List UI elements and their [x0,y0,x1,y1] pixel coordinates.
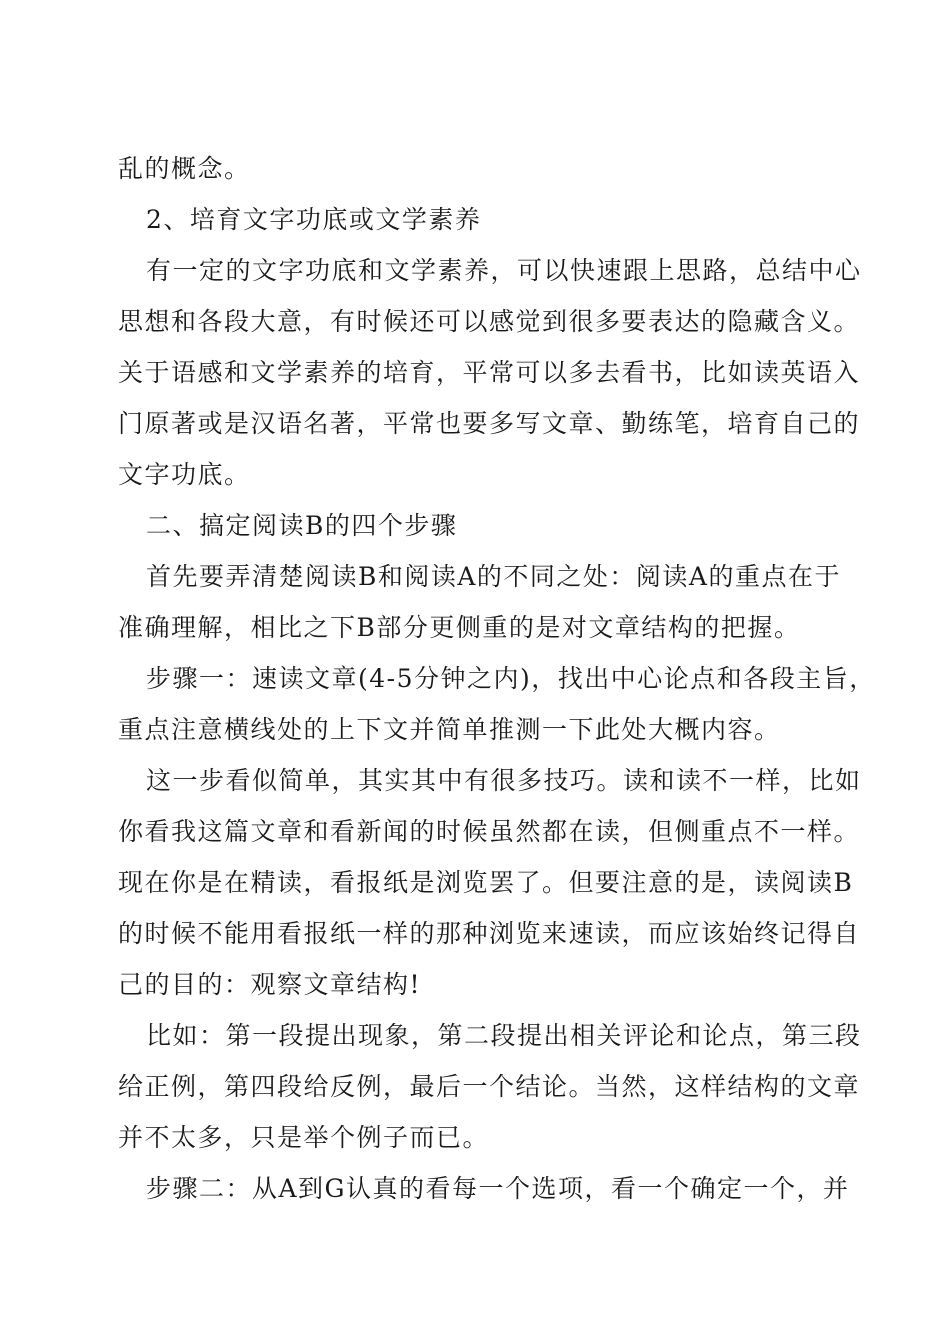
text-line: 思想和各段大意，有时候还可以感觉到很多要表达的隐藏含义。 [118,307,861,336]
text-line: 比如：第一段提出现象，第二段提出相关评论和论点，第三段 [146,1021,862,1050]
text-line: 给正例，第四段给反例，最后一个结论。当然，这样结构的文章 [118,1072,861,1101]
text-line: 准确理解，相比之下B部分更侧重的是对文章结构的把握。 [118,613,801,642]
text-line: 有一定的文字功底和文学素养，可以快速跟上思路，总结中心 [146,256,862,285]
text-line: 的时候不能用看报纸一样的那种浏览来速读，而应该始终记得自 [118,919,861,948]
text-line: 重点注意横线处的上下文并简单推测一下此处大概内容。 [118,715,781,744]
text-line: 现在你是在精读，看报纸是浏览罢了。但要注意的是，读阅读B [118,868,854,897]
text-line: 并不太多，只是举个例子而已。 [118,1123,490,1152]
document-body [118,143,876,1214]
text-line: 门原著或是汉语名著，平常也要多写文章、勤练笔，培育自己的 [118,409,861,438]
text-line: 你看我这篇文章和看新闻的时候虽然都在读，但侧重点不一样。 [118,817,861,846]
text-line: 关于语感和文学素养的培育，平常可以多去看书，比如读英语入 [118,358,861,387]
text-line: 乱的概念。 [118,154,251,183]
text-line: 步骤二：从A到G认真的看每一个选项，看一个确定一个，并 [146,1174,850,1203]
section-heading: 2、培育文字功底或文学素养 [146,205,482,234]
text-line: 文字功底。 [118,460,251,489]
section-heading: 二、搞定阅读B的四个步骤 [146,511,458,540]
text-line: 己的目的：观察文章结构! [118,970,422,999]
text-line: 首先要弄清楚阅读B和阅读A的不同之处：阅读A的重点在于 [146,562,841,591]
text-line: 这一步看似简单，其实其中有很多技巧。读和读不一样，比如 [146,766,862,795]
text-line: 步骤一：速读文章(4-5分钟之内)，找出中心论点和各段主旨， [146,664,876,693]
